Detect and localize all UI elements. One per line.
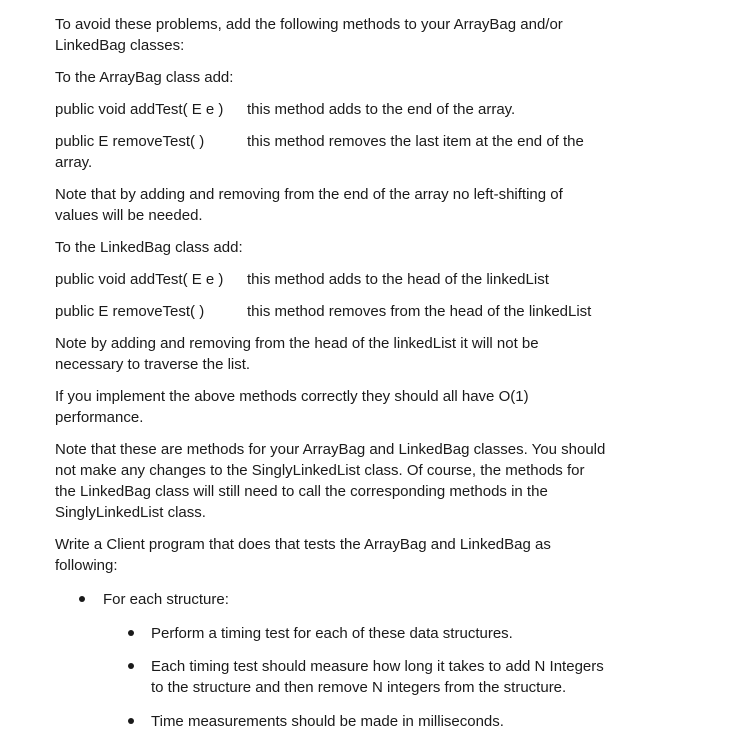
- client-line-1: Write a Client program that does that tests the ArrayBag and LinkedBag as: [55, 536, 551, 553]
- arraybag-removetest-continuation: array.: [55, 154, 93, 171]
- linkedbag-removetest-signature: public E removeTest( ): [55, 303, 205, 320]
- arraybag-addtest-description: this method adds to the end of the array.: [247, 101, 516, 118]
- bullet-dot-icon: [128, 718, 134, 724]
- bullet-dot-icon: [128, 630, 134, 636]
- classes-note-line-1: Note that these are methods for your ArrayBag and LinkedBag classes. You should: [55, 441, 606, 458]
- linkedbag-note-line-1: Note by adding and removing from the head of the linkedList it will not be: [55, 335, 539, 352]
- linkedbag-removetest-description: this method removes from the head of the linkedList: [247, 303, 592, 320]
- arraybag-note-line-2: values will be needed.: [55, 207, 203, 224]
- classes-note-line-3: the LinkedBag class will still need to call the corresponding methods in the: [55, 483, 548, 500]
- linkedbag-heading: To the LinkedBag class add:: [55, 239, 243, 256]
- bullet-for-each-structure: For each structure:: [103, 591, 229, 608]
- bullet-measure-line-2: to the structure and then remove N integers from the structure.: [151, 679, 567, 696]
- intro-line-1: To avoid these problems, add the following methods to your ArrayBag and/or: [55, 16, 563, 33]
- bullet-dot-icon: [128, 663, 134, 669]
- linkedbag-note-line-2: necessary to traverse the list.: [55, 356, 251, 373]
- bullet-dot-icon: [79, 596, 85, 602]
- client-line-2: following:: [55, 557, 118, 574]
- arraybag-removetest-description: this method removes the last item at the end of the: [247, 133, 584, 150]
- bullet-timing-test: Perform a timing test for each of these data structures.: [151, 625, 513, 642]
- performance-line-1: If you implement the above methods correctly they should all have O(1): [55, 388, 529, 405]
- bullet-milliseconds: Time measurements should be made in milliseconds.: [151, 713, 504, 730]
- classes-note-line-4: SinglyLinkedList class.: [55, 504, 206, 521]
- linkedbag-addtest-description: this method adds to the head of the linkedList: [247, 271, 549, 288]
- bullet-measure-line-1: Each timing test should measure how long it takes to add N Integers: [151, 658, 604, 675]
- intro-line-2: LinkedBag classes:: [55, 37, 185, 54]
- arraybag-heading: To the ArrayBag class add:: [55, 69, 234, 86]
- linkedbag-addtest-signature: public void addTest( E e ): [55, 271, 224, 288]
- classes-note-line-2: not make any changes to the SinglyLinkedList class. Of course, the methods for: [55, 462, 585, 479]
- arraybag-note-line-1: Note that by adding and removing from the end of the array no left-shifting of: [55, 186, 563, 203]
- arraybag-addtest-signature: public void addTest( E e ): [55, 101, 224, 118]
- performance-line-2: performance.: [55, 409, 144, 426]
- arraybag-removetest-signature: public E removeTest( ): [55, 133, 205, 150]
